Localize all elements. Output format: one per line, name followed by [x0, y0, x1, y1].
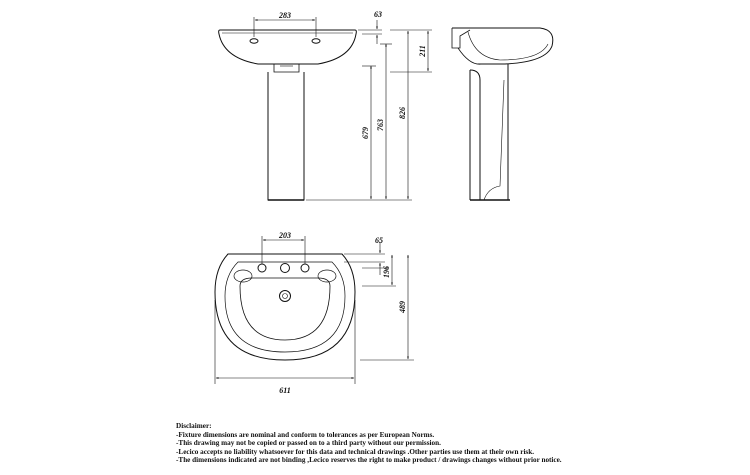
front-pedestal: [268, 72, 304, 200]
disclaimer: [176, 422, 736, 465]
dim-front-rim-height: 63: [374, 10, 382, 19]
top-view: [215, 254, 355, 360]
dim-front-height-826: 826: [398, 107, 407, 119]
dim-front-bowl-depth: 211: [418, 45, 427, 57]
disclaimer-line: -The dimensions indicated are not binding ,Lecico reserves the right to make product / drawings changes without prior notice.: [176, 456, 562, 465]
top-basin-outer: [215, 254, 355, 360]
disclaimer-line: -Fixture dimensions are nominal and conform to tolerances as per European Norms.: [176, 430, 435, 439]
disclaimer-line: -Lecico accepts no liability whatsoever for this data and technical drawings .Other parties use them at their own risk.: [176, 447, 535, 456]
dim-front-height-763: 763: [376, 119, 385, 131]
front-tap-hole-right: [312, 39, 320, 43]
disclaimer-line: -This drawing may not be copied or passed on to a third party without our permission.: [176, 439, 441, 448]
top-dimensions: [215, 236, 414, 384]
top-tap-hole-left: [258, 264, 266, 272]
dim-front-tap-spacing: 283: [279, 11, 291, 20]
top-basin-inner: [225, 262, 345, 352]
top-tap-hole-right: [301, 264, 309, 272]
dim-top-width: 611: [279, 386, 291, 395]
dim-top-depth: 489: [398, 301, 407, 313]
dim-top-bowl-offset: 196: [382, 266, 391, 278]
front-view: [219, 30, 357, 200]
front-basin-outline: [219, 30, 357, 64]
side-view: [452, 28, 553, 200]
dim-front-height-679: 679: [361, 127, 370, 139]
disclaimer-heading: Disclaimer:: [176, 422, 212, 430]
top-drain: [280, 291, 291, 302]
front-tap-hole-left: [250, 39, 258, 43]
dim-top-tap-spacing: 203: [279, 231, 291, 240]
top-tap-hole-center: [281, 264, 290, 273]
dim-top-rim: 65: [375, 236, 383, 245]
top-bowl: [240, 278, 330, 340]
